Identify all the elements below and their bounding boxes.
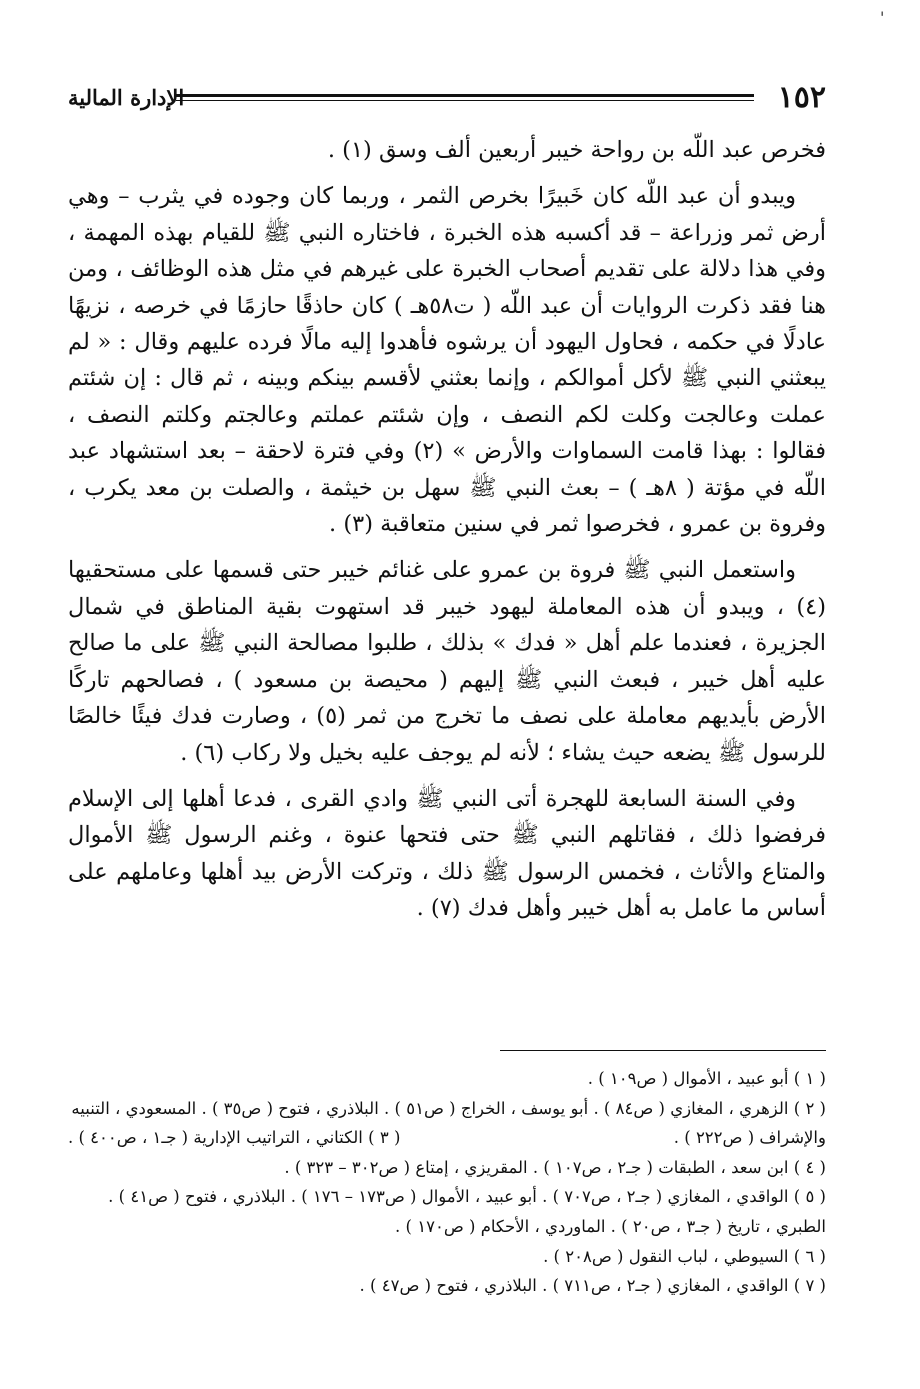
running-title: الإدارة المالية	[68, 85, 185, 110]
paragraph: فخرص عبد اللّه بن رواحة خيبر أربعين ألف وسق (١) .	[327, 137, 826, 163]
footnote-7: ( ٧ ) الواقدي ، المغازي ( جـ٢ ، ص٧١١ ) . البلاذري ، فتوح ( ص٤٧ ) .	[359, 1276, 826, 1296]
footnote-3: ( ٣ ) الكتاني ، التراتيب الإدارية ( جـ١ ، ص٤٠٠ ) .	[68, 1128, 401, 1148]
paragraph: ويبدو أن عبد اللّه كان خَبيرًا بخرص الثمر ، وربما كان وجوده في يثرب – وهي أرض ثمر وزراعة – قد أكسبه هذه الخبرة ، فاختاره النبي ﷺ للقيام بهذه المهمة ، وفي هذا دلالة على تقديم أصحاب الخبرة على غيرهم في مثل هذه الوظائف ، ومن هنا فقد ذكرت الروايات أن عبد اللّه ( ت٥٨هـ ) كان حاذقًا حازمًا في خرصه ، نزيهًا عادلًا في حكمه ، فحاول اليهود أن يرشوه فأهدوا إليه مالًا فرده عليهم وقال : « لم يبعثني النبي ﷺ لأكل أموالكم ، وإنما بعثني لأقسم بينكم وبينه ، ثم قال : إن شئتم عملت وعالجت وكلت لكم النصف ، وإن شئتم عملتم وعالجتم وكلتم النصف ، فقالوا : بهذا قامت السماوات والأرض » (٢) وفي فترة لاحقة – بعد استشهاد عبد اللّه في مؤتة ( ٨هـ ) – بعث النبي ﷺ سهل بن خيثمة ، والصلت بن معد يكرب ، وفروة بن عمرو ، فخرصوا ثمر في سنين متعاقبة (٣) .	[68, 183, 826, 538]
footnote-5-continuation: الطبري ، تاريخ ( جـ٣ ، ص٢٠ ) . الماوردي ، الأحكام ( ص١٧٠ ) .	[395, 1216, 826, 1236]
paragraph: وفي السنة السابعة للهجرة أتى النبي ﷺ وادي القرى ، فدعا أهلها إلى الإسلام فرفضوا ذلك ، فقاتلهم النبي ﷺ حتى فتحها عنوة ، وغنم الرسول ﷺ الأموال والمتاع والأثاث ، فخمس الرسول ﷺ ذلك ، وتركت الأرض بيد أهلها وعاملهم على أساس ما عامل به أهل خيبر وأهل فدك (٧) .	[68, 785, 826, 922]
footnote-line	[68, 1123, 826, 1153]
footnotes	[68, 1064, 826, 1301]
footnote-2-continuation: والإشراف ( ص٢٢٢ ) .	[673, 1128, 826, 1148]
main-text	[68, 132, 826, 937]
footnote-separator	[500, 1050, 826, 1051]
corner-mark: '	[880, 8, 885, 27]
footnote-5: ( ٥ ) الواقدي ، المغازي ( جـ٢ ، ص٧٠٧ ) . أبو عبيد ، الأموال ( ص١٧٣ – ١٧٦ ) . البلاذري ، فتوح ( ص٤١ ) .	[108, 1187, 826, 1207]
page-header	[68, 80, 826, 116]
footnote-1: ( ١ ) أبو عبيد ، الأموال ( ص١٠٩ ) .	[587, 1069, 826, 1088]
paragraph: واستعمل النبي ﷺ فروة بن عمرو على غنائم خيبر حتى قسمها على مستحقيها (٤) ، ويبدو أن هذه المعاملة ليهود خيبر قد استهوت بقية المناطق في شمال الجزيرة ، فعندما علم أهل « فدك » بذلك ، طلبوا مصالحة النبي ﷺ على ما صالح عليه أهل خيبر ، فبعث النبي ﷺ إليهم ( محيصة بن مسعود ) ، فصالحهم تاركًا الأرض بأيديهم معاملة على نصف ما تخرج من ثمر (٥) ، وصارت فدك فيئًا خالصًا للرسول ﷺ يضعه حيث يشاء ؛ لأنه لم يوجف عليه بخيل ولا ركاب (٦) .	[68, 557, 826, 766]
page-number: ١٥٢	[777, 80, 826, 115]
footnote-2: ( ٢ ) الزهري ، المغازي ( ص٨٤ ) . أبو يوسف ، الخراج ( ص٥١ ) . البلاذري ، فتوح ( ص٣٥ ) . المسعودي ، التنبيه	[71, 1098, 826, 1118]
header-rule	[176, 94, 754, 101]
footnote-6: ( ٦ ) السيوطي ، لباب النقول ( ص٢٠٨ ) .	[543, 1246, 826, 1266]
footnote-4: ( ٤ ) ابن سعد ، الطبقات ( جـ٢ ، ص١٠٧ ) . المقريزي ، إمتاع ( ص٣٠٢ – ٣٢٣ ) .	[284, 1157, 826, 1177]
